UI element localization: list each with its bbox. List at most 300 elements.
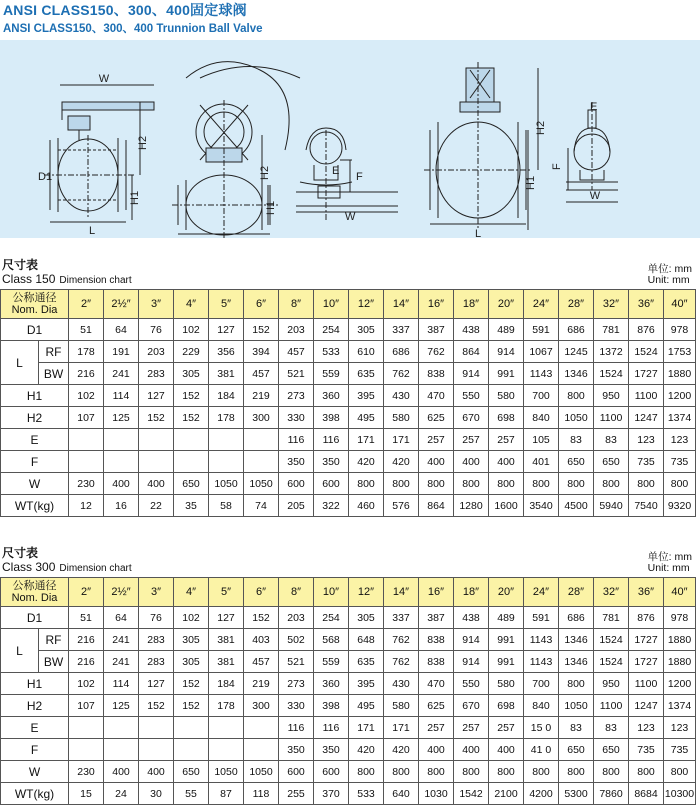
table-cell: 283 xyxy=(139,629,174,651)
size-header-cell: 14″ xyxy=(384,290,419,319)
table-cell: 107 xyxy=(69,695,104,717)
row-label-rf: RF xyxy=(39,341,69,363)
table-cell: 533 xyxy=(314,341,349,363)
table-cell: 203 xyxy=(279,319,314,341)
valve-end-drawing xyxy=(566,102,618,202)
size-header-cell: 2½″ xyxy=(104,290,139,319)
table-cell: 152 xyxy=(139,407,174,429)
table-row-h2 xyxy=(1,695,696,717)
size-header-cell: 5″ xyxy=(209,578,244,607)
table-cell: 698 xyxy=(489,407,524,429)
table-cell: 686 xyxy=(559,319,594,341)
table-cell: 125 xyxy=(104,695,139,717)
table-cell: 30 xyxy=(139,783,174,805)
table-cell: 838 xyxy=(419,651,454,673)
class300-dimension-table xyxy=(0,577,696,805)
table-cell: 171 xyxy=(349,429,384,451)
class300-unit xyxy=(648,552,692,574)
table-cell: 255 xyxy=(279,783,314,805)
table-cell: 1880 xyxy=(664,363,696,385)
table-cell: 698 xyxy=(489,695,524,717)
table-cell: 123 xyxy=(629,429,664,451)
table-cell: 83 xyxy=(594,717,629,739)
table-cell: 635 xyxy=(349,363,384,385)
table-cell: 230 xyxy=(69,473,104,495)
table-cell: 978 xyxy=(664,607,696,629)
label-e-5: E xyxy=(590,101,598,113)
class150-dimension-table xyxy=(0,289,696,517)
table-cell: 257 xyxy=(419,429,454,451)
table-cell: 840 xyxy=(524,407,559,429)
table-cell: 22 xyxy=(139,495,174,517)
table-cell: 1200 xyxy=(664,385,696,407)
table-cell: 305 xyxy=(174,363,209,385)
table-cell: 1100 xyxy=(629,673,664,695)
table-cell: 1727 xyxy=(629,363,664,385)
table-cell: 1143 xyxy=(524,629,559,651)
table-row-f xyxy=(1,739,696,761)
table-cell xyxy=(174,429,209,451)
row-label-h2: H2 xyxy=(1,695,69,717)
class150-heading-cn: 尺寸表 xyxy=(2,258,39,272)
class150-unit xyxy=(648,264,692,286)
table-cell: 400 xyxy=(139,761,174,783)
label-e-3: E xyxy=(332,165,340,177)
table-cell xyxy=(244,451,279,473)
table-cell: 521 xyxy=(279,651,314,673)
table-cell: 230 xyxy=(69,761,104,783)
table-row-d1 xyxy=(1,319,696,341)
table-cell: 184 xyxy=(209,385,244,407)
table-cell: 457 xyxy=(244,651,279,673)
table-cell: 400 xyxy=(104,761,139,783)
row-label-h1: H1 xyxy=(1,673,69,695)
table-row-h2 xyxy=(1,407,696,429)
table-cell xyxy=(69,739,104,761)
table-cell: 1524 xyxy=(629,341,664,363)
table-cell: 800 xyxy=(664,761,696,783)
label-h2-4: H2 xyxy=(535,120,547,135)
table-cell: 127 xyxy=(139,673,174,695)
table-cell: 381 xyxy=(209,363,244,385)
table-cell: 762 xyxy=(384,629,419,651)
table-header-row xyxy=(1,578,696,607)
table-row-rf xyxy=(1,629,696,651)
table-cell: 991 xyxy=(489,629,524,651)
table-cell: 470 xyxy=(419,673,454,695)
table-cell: 127 xyxy=(139,385,174,407)
table-cell: 387 xyxy=(419,607,454,629)
row-label-bw: BW xyxy=(39,363,69,385)
table-cell: 116 xyxy=(279,429,314,451)
table-cell: 127 xyxy=(209,319,244,341)
table-cell: 625 xyxy=(419,407,454,429)
page-subtitle: ANSI CLASS150、300、400 Trunnion Ball Valve xyxy=(3,23,263,35)
table-cell: 670 xyxy=(454,407,489,429)
size-header-cell: 18″ xyxy=(454,290,489,319)
table-cell: 1050 xyxy=(244,761,279,783)
table-cell: 107 xyxy=(69,407,104,429)
table-cell: 1542 xyxy=(454,783,489,805)
size-header-cell: 36″ xyxy=(629,290,664,319)
label-w-3: W xyxy=(345,211,356,223)
size-header-cell: 14″ xyxy=(384,578,419,607)
table-cell: 950 xyxy=(594,385,629,407)
table-cell: 356 xyxy=(209,341,244,363)
table-cell: 330 xyxy=(279,695,314,717)
table-cell: 152 xyxy=(174,673,209,695)
table-cell: 203 xyxy=(139,341,174,363)
table-cell: 1050 xyxy=(209,473,244,495)
table-cell: 152 xyxy=(174,407,209,429)
table-cell: 670 xyxy=(454,695,489,717)
table-cell: 102 xyxy=(174,319,209,341)
size-header-cell: 12″ xyxy=(349,578,384,607)
table-cell: 600 xyxy=(279,473,314,495)
table-cell xyxy=(244,429,279,451)
table-cell: 15 xyxy=(69,783,104,805)
table-cell: 114 xyxy=(104,385,139,407)
table-cell: 800 xyxy=(489,473,524,495)
table-cell: 7860 xyxy=(594,783,629,805)
label-l-4: L xyxy=(474,228,482,238)
row-label-bw: BW xyxy=(39,651,69,673)
table-cell: 950 xyxy=(594,673,629,695)
table-cell: 1247 xyxy=(629,695,664,717)
size-header-cell: 24″ xyxy=(524,290,559,319)
table-cell: 5300 xyxy=(559,783,594,805)
table-cell: 1050 xyxy=(244,473,279,495)
table-cell: 533 xyxy=(349,783,384,805)
table-cell: 864 xyxy=(454,341,489,363)
size-header-cell: 16″ xyxy=(419,290,454,319)
table-cell: 650 xyxy=(559,739,594,761)
size-header-cell: 32″ xyxy=(594,290,629,319)
table-cell: 1200 xyxy=(664,673,696,695)
row-label-f: F xyxy=(1,451,69,473)
table-cell: 650 xyxy=(559,451,594,473)
table-cell: 600 xyxy=(314,761,349,783)
table-cell: 457 xyxy=(279,341,314,363)
table-cell: 991 xyxy=(489,363,524,385)
table-cell: 600 xyxy=(314,473,349,495)
size-header-cell: 28″ xyxy=(559,578,594,607)
size-header-cell: 40″ xyxy=(664,578,696,607)
page-title: ANSI CLASS150、300、400固定球阀 xyxy=(3,2,247,18)
table-cell: 273 xyxy=(279,385,314,407)
table-cell xyxy=(244,739,279,761)
table-cell: 105 xyxy=(524,429,559,451)
table-cell: 800 xyxy=(559,673,594,695)
table-cell: 400 xyxy=(454,451,489,473)
table-cell: 203 xyxy=(279,607,314,629)
table-cell: 1880 xyxy=(664,629,696,651)
table-cell: 9320 xyxy=(664,495,696,517)
table-cell: 216 xyxy=(69,651,104,673)
table-cell: 1100 xyxy=(594,407,629,429)
table-cell xyxy=(139,717,174,739)
row-label-wt: WT(kg) xyxy=(1,783,69,805)
table-cell: 1100 xyxy=(629,385,664,407)
table-cell: 283 xyxy=(139,363,174,385)
table-cell xyxy=(104,451,139,473)
table-cell: 800 xyxy=(349,761,384,783)
table-cell: 521 xyxy=(279,363,314,385)
table-cell: 648 xyxy=(349,629,384,651)
table-cell: 171 xyxy=(384,717,419,739)
table-cell: 116 xyxy=(279,717,314,739)
table-row-f xyxy=(1,451,696,473)
table-cell: 16 xyxy=(104,495,139,517)
label-h1-1: H1 xyxy=(129,190,141,205)
table-cell: 580 xyxy=(489,673,524,695)
class150-unit-cn: 单位: mm xyxy=(647,263,692,275)
label-f-3: F xyxy=(356,171,363,183)
label-w-1: W xyxy=(98,73,110,85)
table-row-wt xyxy=(1,783,696,805)
table-cell: 127 xyxy=(209,607,244,629)
table-cell: 700 xyxy=(524,673,559,695)
table-cell: 241 xyxy=(104,629,139,651)
size-header-cell: 8″ xyxy=(279,290,314,319)
size-header-cell: 6″ xyxy=(244,290,279,319)
table-cell: 178 xyxy=(209,407,244,429)
table-header-row xyxy=(1,290,696,319)
nom-dia-header xyxy=(1,578,69,607)
table-cell: 430 xyxy=(384,673,419,695)
table-cell: 420 xyxy=(349,451,384,473)
table-cell: 1346 xyxy=(559,363,594,385)
table-cell: 686 xyxy=(384,341,419,363)
table-cell: 5940 xyxy=(594,495,629,517)
table-cell: 1524 xyxy=(594,629,629,651)
label-w-5: W xyxy=(589,190,601,202)
table-cell: 401 xyxy=(524,451,559,473)
table-row-h1 xyxy=(1,673,696,695)
valve-gear-drawing xyxy=(172,62,300,238)
table-cell: 457 xyxy=(244,363,279,385)
table-cell: 1050 xyxy=(559,695,594,717)
table-cell xyxy=(139,429,174,451)
table-cell: 2100 xyxy=(489,783,524,805)
table-cell: 178 xyxy=(69,341,104,363)
table-cell: 686 xyxy=(559,607,594,629)
table-cell: 58 xyxy=(209,495,244,517)
table-cell: 800 xyxy=(524,473,559,495)
table-cell: 1727 xyxy=(629,651,664,673)
table-cell: 625 xyxy=(419,695,454,717)
table-cell: 3540 xyxy=(524,495,559,517)
table-cell: 591 xyxy=(524,607,559,629)
size-header-cell: 12″ xyxy=(349,290,384,319)
row-label-h1: H1 xyxy=(1,385,69,407)
table-cell: 914 xyxy=(489,341,524,363)
table-cell: 1524 xyxy=(594,651,629,673)
table-cell: 76 xyxy=(139,607,174,629)
table-cell: 580 xyxy=(384,407,419,429)
size-header-cell: 2″ xyxy=(69,578,104,607)
table-cell: 650 xyxy=(594,739,629,761)
table-cell: 398 xyxy=(314,695,349,717)
table-cell: 559 xyxy=(314,363,349,385)
table-cell: 398 xyxy=(314,407,349,429)
table-cell: 420 xyxy=(384,451,419,473)
table-cell: 735 xyxy=(664,451,696,473)
table-cell: 257 xyxy=(489,429,524,451)
table-cell: 838 xyxy=(419,629,454,651)
table-cell: 7540 xyxy=(629,495,664,517)
table-cell: 1880 xyxy=(664,651,696,673)
table-cell: 438 xyxy=(454,319,489,341)
table-cell xyxy=(139,739,174,761)
table-cell: 1374 xyxy=(664,407,696,429)
row-label-rf: RF xyxy=(39,629,69,651)
table-cell: 762 xyxy=(419,341,454,363)
table-cell: 152 xyxy=(244,319,279,341)
table-cell: 83 xyxy=(559,717,594,739)
table-cell: 1753 xyxy=(664,341,696,363)
table-cell xyxy=(104,429,139,451)
label-l-1: L xyxy=(88,225,96,237)
size-header-cell: 18″ xyxy=(454,578,489,607)
table-cell: 650 xyxy=(174,761,209,783)
table-cell: 24 xyxy=(104,783,139,805)
row-label-f: F xyxy=(1,739,69,761)
table-cell: 350 xyxy=(279,739,314,761)
table-cell: 400 xyxy=(419,739,454,761)
table-cell: 300 xyxy=(244,407,279,429)
table-cell: 800 xyxy=(594,761,629,783)
table-cell: 4200 xyxy=(524,783,559,805)
table-cell: 10300 xyxy=(664,783,696,805)
table-cell: 800 xyxy=(419,761,454,783)
table-cell: 205 xyxy=(279,495,314,517)
class300-heading-en xyxy=(2,560,132,574)
class300-unit-en: Unit: mm xyxy=(647,562,690,574)
table-cell: 152 xyxy=(244,607,279,629)
row-label-e: E xyxy=(1,717,69,739)
table-cell: 350 xyxy=(314,451,349,473)
table-cell: 219 xyxy=(244,385,279,407)
table-cell: 550 xyxy=(454,673,489,695)
size-header-cell: 20″ xyxy=(489,290,524,319)
table-cell: 978 xyxy=(664,319,696,341)
size-header-cell: 3″ xyxy=(139,578,174,607)
size-header-cell: 4″ xyxy=(174,578,209,607)
table-cell: 735 xyxy=(629,451,664,473)
table-cell: 254 xyxy=(314,319,349,341)
table-cell: 1050 xyxy=(209,761,244,783)
table-cell: 800 xyxy=(419,473,454,495)
table-cell: 420 xyxy=(349,739,384,761)
class150-heading-en-sub: Dimension chart xyxy=(59,275,132,286)
size-header-cell: 40″ xyxy=(664,290,696,319)
table-cell: 229 xyxy=(174,341,209,363)
table-cell: 1372 xyxy=(594,341,629,363)
table-cell: 350 xyxy=(314,739,349,761)
table-cell: 781 xyxy=(594,607,629,629)
table-cell: 576 xyxy=(384,495,419,517)
table-cell: 559 xyxy=(314,651,349,673)
size-header-cell: 5″ xyxy=(209,290,244,319)
table-cell: 102 xyxy=(69,673,104,695)
table-cell: 64 xyxy=(104,319,139,341)
table-cell: 800 xyxy=(629,761,664,783)
table-cell xyxy=(209,429,244,451)
nom-dia-en: Nom. Dia xyxy=(11,592,58,604)
row-label-w: W xyxy=(1,473,69,495)
table-row-bw xyxy=(1,363,696,385)
table-cell: 800 xyxy=(454,473,489,495)
table-cell: 914 xyxy=(454,651,489,673)
nom-dia-en: Nom. Dia xyxy=(11,304,58,316)
class300-heading-en-main: Class 300 xyxy=(2,560,56,574)
table-cell xyxy=(174,717,209,739)
table-cell: 337 xyxy=(384,319,419,341)
table-cell: 4500 xyxy=(559,495,594,517)
table-cell: 350 xyxy=(279,451,314,473)
table-cell: 152 xyxy=(174,695,209,717)
table-cell: 800 xyxy=(489,761,524,783)
table-cell: 400 xyxy=(489,451,524,473)
row-label-l: L xyxy=(1,341,39,385)
size-header-cell: 2½″ xyxy=(104,578,139,607)
class300-unit-cn: 单位: mm xyxy=(647,551,692,563)
size-header-cell: 32″ xyxy=(594,578,629,607)
table-cell: 171 xyxy=(349,717,384,739)
table-cell: 118 xyxy=(244,783,279,805)
table-cell: 568 xyxy=(314,629,349,651)
table-cell: 470 xyxy=(419,385,454,407)
table-cell: 395 xyxy=(349,385,384,407)
table-cell: 12 xyxy=(69,495,104,517)
table-cell: 1050 xyxy=(559,407,594,429)
size-header-cell: 10″ xyxy=(314,290,349,319)
table-cell: 1247 xyxy=(629,407,664,429)
size-header-cell: 3″ xyxy=(139,290,174,319)
table-cell: 580 xyxy=(489,385,524,407)
table-row-e xyxy=(1,429,696,451)
table-cell: 216 xyxy=(69,629,104,651)
table-cell: 116 xyxy=(314,429,349,451)
table-cell: 420 xyxy=(384,739,419,761)
table-cell: 400 xyxy=(489,739,524,761)
table-cell: 489 xyxy=(489,319,524,341)
table-cell: 305 xyxy=(174,651,209,673)
row-label-w: W xyxy=(1,761,69,783)
table-cell: 800 xyxy=(384,761,419,783)
table-cell: 171 xyxy=(384,429,419,451)
size-header-cell: 16″ xyxy=(419,578,454,607)
table-cell: 360 xyxy=(314,385,349,407)
table-cell xyxy=(69,429,104,451)
table-cell xyxy=(209,739,244,761)
row-label-l: L xyxy=(1,629,39,673)
table-cell: 864 xyxy=(419,495,454,517)
table-cell: 381 xyxy=(209,629,244,651)
table-cell xyxy=(209,717,244,739)
table-cell: 257 xyxy=(419,717,454,739)
table-cell: 762 xyxy=(384,363,419,385)
class150-heading-en-main: Class 150 xyxy=(2,272,56,286)
table-row-rf xyxy=(1,341,696,363)
table-cell: 400 xyxy=(419,451,454,473)
class300-heading-en-sub: Dimension chart xyxy=(59,563,132,574)
table-cell: 305 xyxy=(174,629,209,651)
table-cell: 305 xyxy=(349,319,384,341)
size-header-cell: 2″ xyxy=(69,290,104,319)
table-cell: 800 xyxy=(349,473,384,495)
